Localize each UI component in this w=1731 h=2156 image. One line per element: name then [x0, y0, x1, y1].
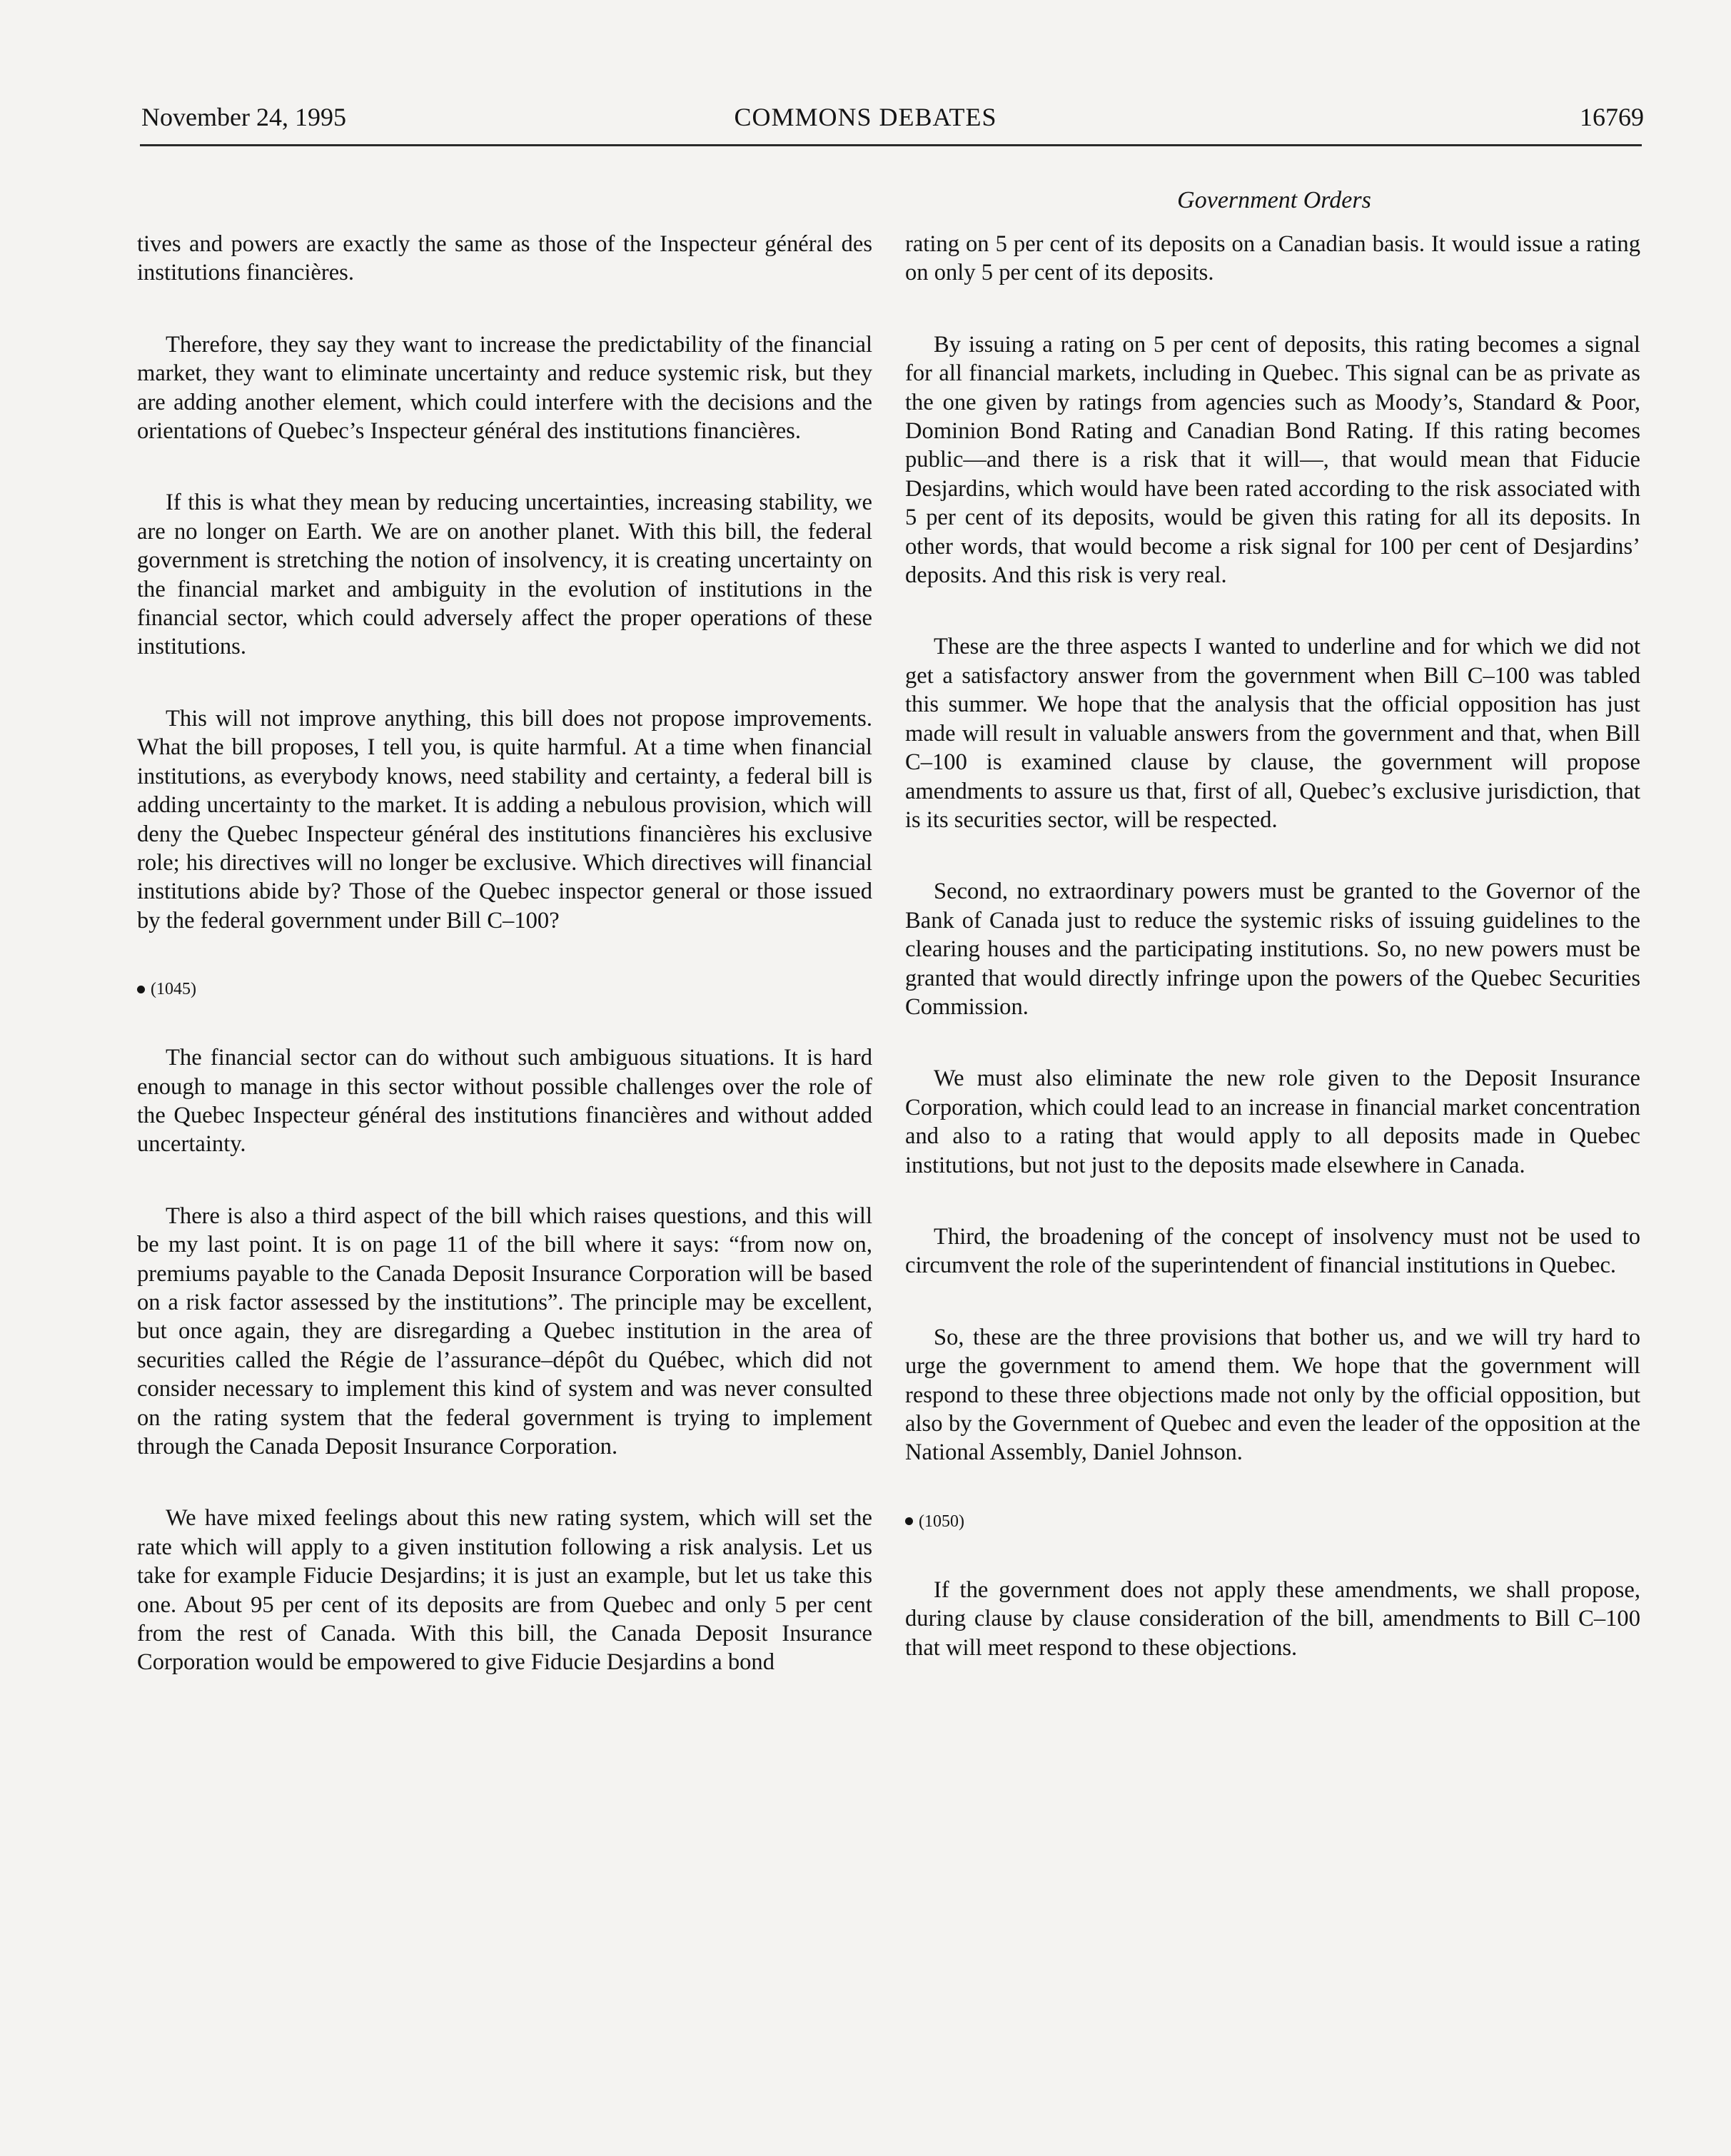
- header-title: COMMONS DEBATES: [734, 103, 997, 131]
- time-marker-text: (1050): [919, 1512, 964, 1531]
- paragraph: If this is what they mean by reducing uncertainties, increasing stability, we are no longer on Earth. We are on another planet. With this bill, the federal government is stretching the notion of insolvency, it is creating uncertainty on the financial market and ambiguity in the evolution of institutions in the financial sector, which could adversely affect the proper operations of these institutions.: [137, 490, 872, 660]
- time-marker-text: (1045): [151, 980, 196, 999]
- paragraph: This will not improve anything, this bill does not propose improvements. What the bill proposes, I tell you, is quite harmful. At a time when financial institutions, as everybody knows, need stability and certainty, a federal bill is adding uncertainty to the market. It is adding a nebulous provision, which will deny the Quebec Inspecteur général des institutions financières his exclusive role; his directives will no longer be exclusive. Which directives will financial institutions abide by? Those of the Quebec inspector general or those issued by the federal government under Bill C–100?: [137, 705, 872, 933]
- paragraph: We have mixed feelings about this new rating system, which will set the rate which will apply to a given institution following a risk analysis. Let us take for example Fiducie Desjardins; it is just an example, but let us take this one. About 95 per cent of its deposits are from Quebec and only 5 per cent from the rest of Canada. With this bill, the Canada Deposit Insurance Corporation would be empowered to give Fiducie Desjardins a bond: [137, 1505, 872, 1676]
- time-marker: [905, 1510, 1640, 1533]
- paragraph: tives and powers are exactly the same as those of the Inspecteur général des institutions financières.: [137, 231, 872, 286]
- paragraph: Second, no extraordinary powers must be granted to the Governor of the Bank of Canada just to reduce the systemic risks of issuing guidelines to the clearing houses and the participating institutions. So, no new powers must be granted that would directly infringe upon the powers of the Quebec Securities Commission.: [905, 879, 1640, 1020]
- left-column: [137, 230, 872, 1720]
- time-marker: [137, 978, 872, 1001]
- paragraph: Third, the broadening of the concept of insolvency must not be used to circumvent the role of the superintendent of financial institutions in Quebec.: [905, 1223, 1640, 1279]
- paragraph: rating on 5 per cent of its deposits on a Canadian basis. It would issue a rating on only 5 per cent of its deposits.: [905, 231, 1640, 286]
- paragraph: We must also eliminate the new role given to the Deposit Insurance Corporation, which could lead to an increase in financial market concentration and also to a rating that would apply to all deposits made in Quebec institutions, but not just to the deposits made elsewhere in Canada.: [905, 1066, 1640, 1178]
- paragraph: There is also a third aspect of the bill which raises questions, and this will be my last point. It is on page 11 of the bill where it says: “from now on, premiums payable to the Canada Deposit Insurance Corporation will be based on a risk factor assessed by the institutions”. The principle may be excellent, but once again, they are disregarding a Quebec institution in the area of securities called the Régie de l’assurance–dépôt du Québec, which did not consider necessary to implement this kind of system and was never consulted on the rating system that the federal government is trying to implement through the Canada Deposit Insurance Corporation.: [137, 1203, 872, 1459]
- paragraph: So, these are the three provisions that bother us, and we will try hard to urge the government to amend them. We hope that the government will respond to these three objections made not only by the official opposition, but also by the Government of Quebec and even the leader of the opposition at the National Assembly, Daniel Johnson.: [905, 1324, 1640, 1466]
- header-rule: [140, 144, 1642, 146]
- paragraph: The financial sector can do without such ambiguous situations. It is hard enough to manage in this sector without possible challenges over the role of the Quebec Inspecteur général des institutions financières and without added uncertainty.: [137, 1045, 872, 1158]
- bullet-icon: [137, 986, 145, 993]
- header-date: November 24, 1995: [141, 103, 346, 131]
- page-number: 16769: [1580, 103, 1644, 131]
- paragraph: By issuing a rating on 5 per cent of deposits, this rating becomes a signal for all financial markets, including in Quebec. This signal can be as private as the one given by ratings from agencies such as Moody’s, Standard & Poor, Dominion Bond Rating and Canadian Bond Rating. If this rating becomes public—and there is a risk that it will—, that would mean that Fiducie Desjardins, which would have been rated according to the risk associated with 5 per cent of its deposits, would be given this rating for all its deposits. In other words, that would become a risk signal for 100 per cent of Desjardins’ deposits. And this risk is very real.: [905, 331, 1640, 589]
- paragraph: Therefore, they say they want to increase the predictability of the financial market, they want to eliminate uncertainty and reduce systemic risk, but they are adding another element, which could interfere with the decisions and the orientations of Quebec’s Inspecteur général des institutions financières.: [137, 331, 872, 445]
- bullet-icon: [905, 1517, 913, 1525]
- section-label: Government Orders: [1177, 187, 1371, 213]
- paragraph: These are the three aspects I wanted to underline and for which we did not get a satisfactory answer from the government when Bill C–100 was tabled this summer. We hope that the analysis that the official opposition has just made will result in valuable answers from the government and that, when Bill C–100 is examined clause by clause, the government will propose amendments to assure us that, first of all, Quebec’s exclusive jurisdiction, that is its securities sector, will be respected.: [905, 634, 1640, 833]
- right-column: [905, 230, 1640, 1705]
- paragraph: If the government does not apply these amendments, we shall propose, during clause by clause consideration of the bill, amendments to Bill C–100 that will meet respond to these objections.: [905, 1576, 1640, 1661]
